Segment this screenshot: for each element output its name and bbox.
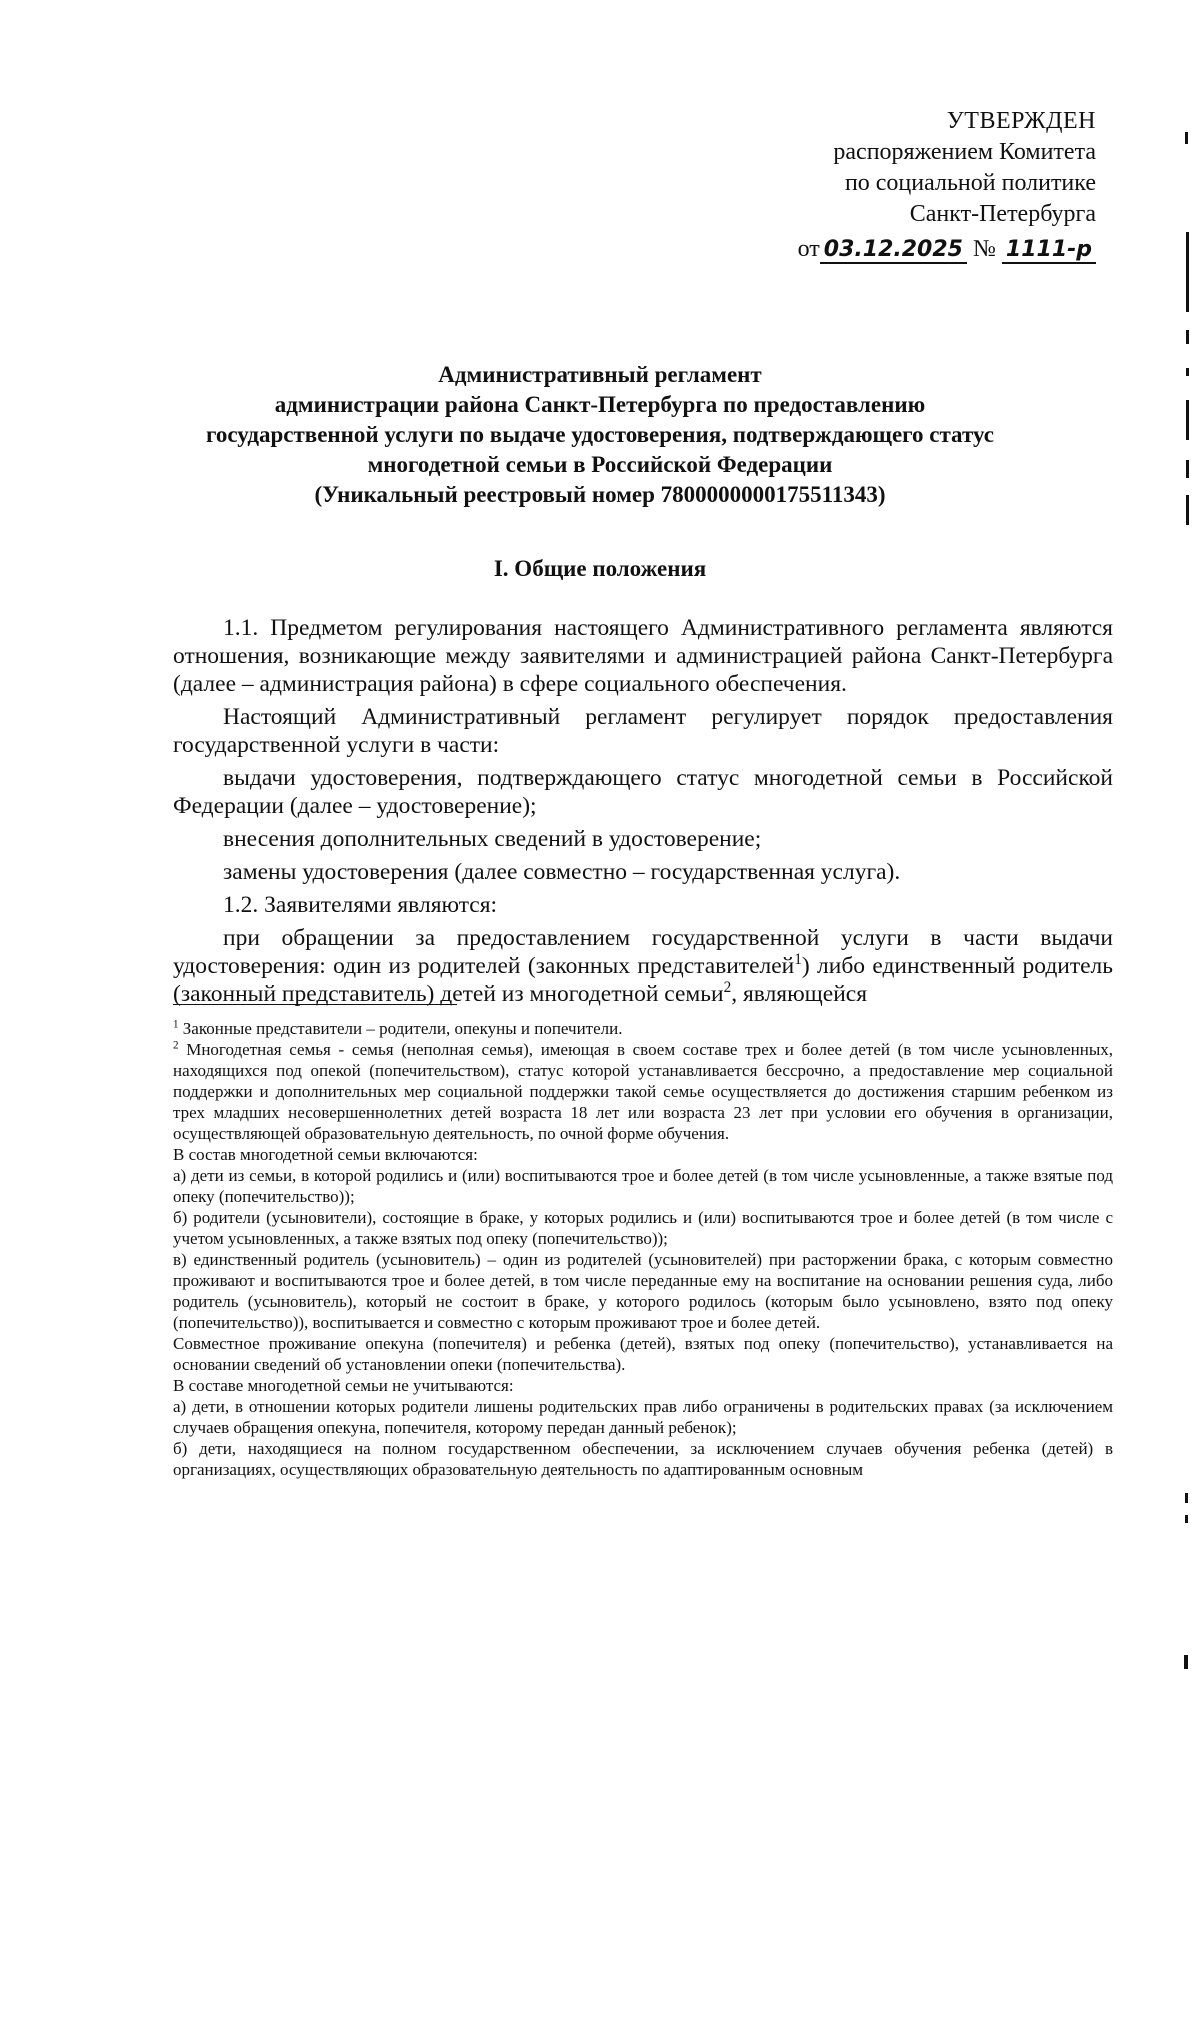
approval-block [798, 106, 1096, 265]
footnote-2-mark: 2 [173, 1039, 179, 1052]
scan-mark [1185, 132, 1188, 144]
body-text [173, 614, 1113, 1008]
scan-mark [1186, 400, 1189, 440]
title-line-3: государственной услуги по выдаче удостоверения, подтверждающего статус [206, 422, 994, 447]
title-line-1: Административный регламент [438, 362, 762, 387]
footnotes [173, 1018, 1113, 1480]
footnote-2-item-a: а) дети из семьи, в которой родились и (или) воспитываются трое и более детей (в том числе усыновленные, а также взятые под опеку (попечительство)); [173, 1166, 1113, 1206]
footnote-2 [173, 1039, 1113, 1144]
footnote-divider [173, 1004, 457, 1005]
applicants-text-c: , являющейся [731, 981, 868, 1007]
footnote-2-text: Многодетная семья - семья (неполная семья), имеющая в своем составе трех и более детей (в том числе усыновленных, находящихся под опекой (попечительством), статус которой устанавливается бессрочно, а предоставление мер социальной поддержки и дополнительных мер социальной поддержки такой семье осуществляется до достижения старшим ребенком из трех младших несовершеннолетних детей возраста 18 лет или возраста 23 лет при условии его обучения в организации, осуществляющей образовательную деятельность, по очной форме обучения. [173, 1040, 1113, 1143]
section-heading: I. Общие положения [493, 556, 707, 581]
approval-heading: УТВЕРЖДЕН [946, 108, 1096, 134]
applicants-text-a: при обращении за предоставлением государственной услуги в части выдачи удостоверения: один из родителей (законных представителей [173, 925, 1113, 979]
document-title [100, 360, 1100, 510]
paragraph-1-2: 1.2. Заявителями являются: [223, 892, 498, 918]
paragraph-additional: внесения дополнительных сведений в удостоверение; [223, 826, 762, 852]
footnote-1-mark: 1 [173, 1018, 179, 1031]
footnote-ref-1: 1 [794, 951, 802, 969]
approval-line-2: по социальной политике [844, 170, 1096, 196]
footnote-2-item-b: б) родители (усыновители), состоящие в браке, у которых родились и (или) воспитываются трое и более детей (в том числе с учетом усыновленных, а также взятых под опеку (попечительство)); [173, 1208, 1113, 1248]
footnote-2-excl-a: а) дети, в отношении которых родители лишены родительских прав либо ограничены в родительских правах (за исключением случаев обращения опекуна, попечителя, которому передан данный ребенок); [173, 1397, 1113, 1437]
scan-mark [1185, 1515, 1188, 1523]
title-line-5: (Уникальный реестровый номер 7800000000175511343) [314, 482, 886, 507]
scan-mark [1186, 368, 1189, 376]
handwritten-date: 03.12.2025 [820, 238, 967, 264]
scan-mark [1186, 495, 1189, 525]
footnote-1-text: Законные представители – родители, опекуны и попечители. [178, 1019, 623, 1038]
footnote-2-excludes: В составе многодетной семьи не учитываются: [173, 1376, 514, 1395]
approval-date-number [798, 234, 1096, 265]
paragraph-replace: замены удостоверения (далее совместно – государственная услуга). [223, 859, 901, 885]
title-line-2: администрации района Санкт-Петербурга по предоставлению [274, 392, 926, 417]
date-prefix: от [797, 236, 820, 262]
applicants-text-b: ) либо единственный родитель (законный представитель) детей из многодетной семьи [173, 953, 1113, 1007]
paragraph-1-1: 1.1. Предметом регулирования настоящего Административного регламента являются отношения, возникающие между заявителями и администрацией района Санкт-Петербурга (далее – администрация района) в сфере социального обеспечения. [173, 615, 1113, 697]
footnote-2-item-c: в) единственный родитель (усыновитель) – один из родителей (усыновителей) при расторжении брака, с которым совместно проживают и воспитываются трое и более детей, в том числе переданные ему на воспитание на основании решения суда, либо родитель (усыновитель), который не состоит в браке, у которого родилось (которым было усыновлено, взято под опеку (попечительство)), воспитывается и совместно с которым проживают трое и более детей. [173, 1250, 1113, 1332]
paragraph-scope: Настоящий Административный регламент регулирует порядок предоставления государственной услуги в части: [173, 704, 1113, 758]
scan-mark [1186, 232, 1189, 312]
scan-mark [1184, 1655, 1188, 1669]
footnote-1 [173, 1018, 1113, 1039]
paragraph-applicants [173, 924, 1113, 1008]
handwritten-number: 1111-р [1002, 238, 1096, 264]
footnote-2-includes: В состав многодетной семьи включаются: [173, 1145, 478, 1164]
approval-line-1: распоряжением Комитета [833, 139, 1096, 165]
footnote-2-excl-b: б) дети, находящиеся на полном государственном обеспечении, за исключением случаев обучения ребенка (детей) в организациях, осуществляющих образовательную деятельность по адаптированным основным [173, 1439, 1113, 1479]
paragraph-issue: выдачи удостоверения, подтверждающего статус многодетной семьи в Российской Федерации (далее – удостоверение); [173, 765, 1113, 819]
number-prefix: № [972, 236, 996, 262]
title-line-4: многодетной семьи в Российской Федерации [367, 452, 833, 477]
scan-mark [1186, 330, 1189, 344]
scan-mark [1185, 1493, 1188, 1503]
scan-mark [1186, 460, 1189, 478]
footnote-ref-2: 2 [723, 979, 732, 997]
footnote-2-cohabitation: Совместное проживание опекуна (попечителя) и ребенка (детей), взятых под опеку (попечительство), устанавливается на основании сведений об установлении опеки (попечительства). [173, 1334, 1113, 1374]
approval-line-3: Санкт-Петербурга [909, 201, 1096, 227]
